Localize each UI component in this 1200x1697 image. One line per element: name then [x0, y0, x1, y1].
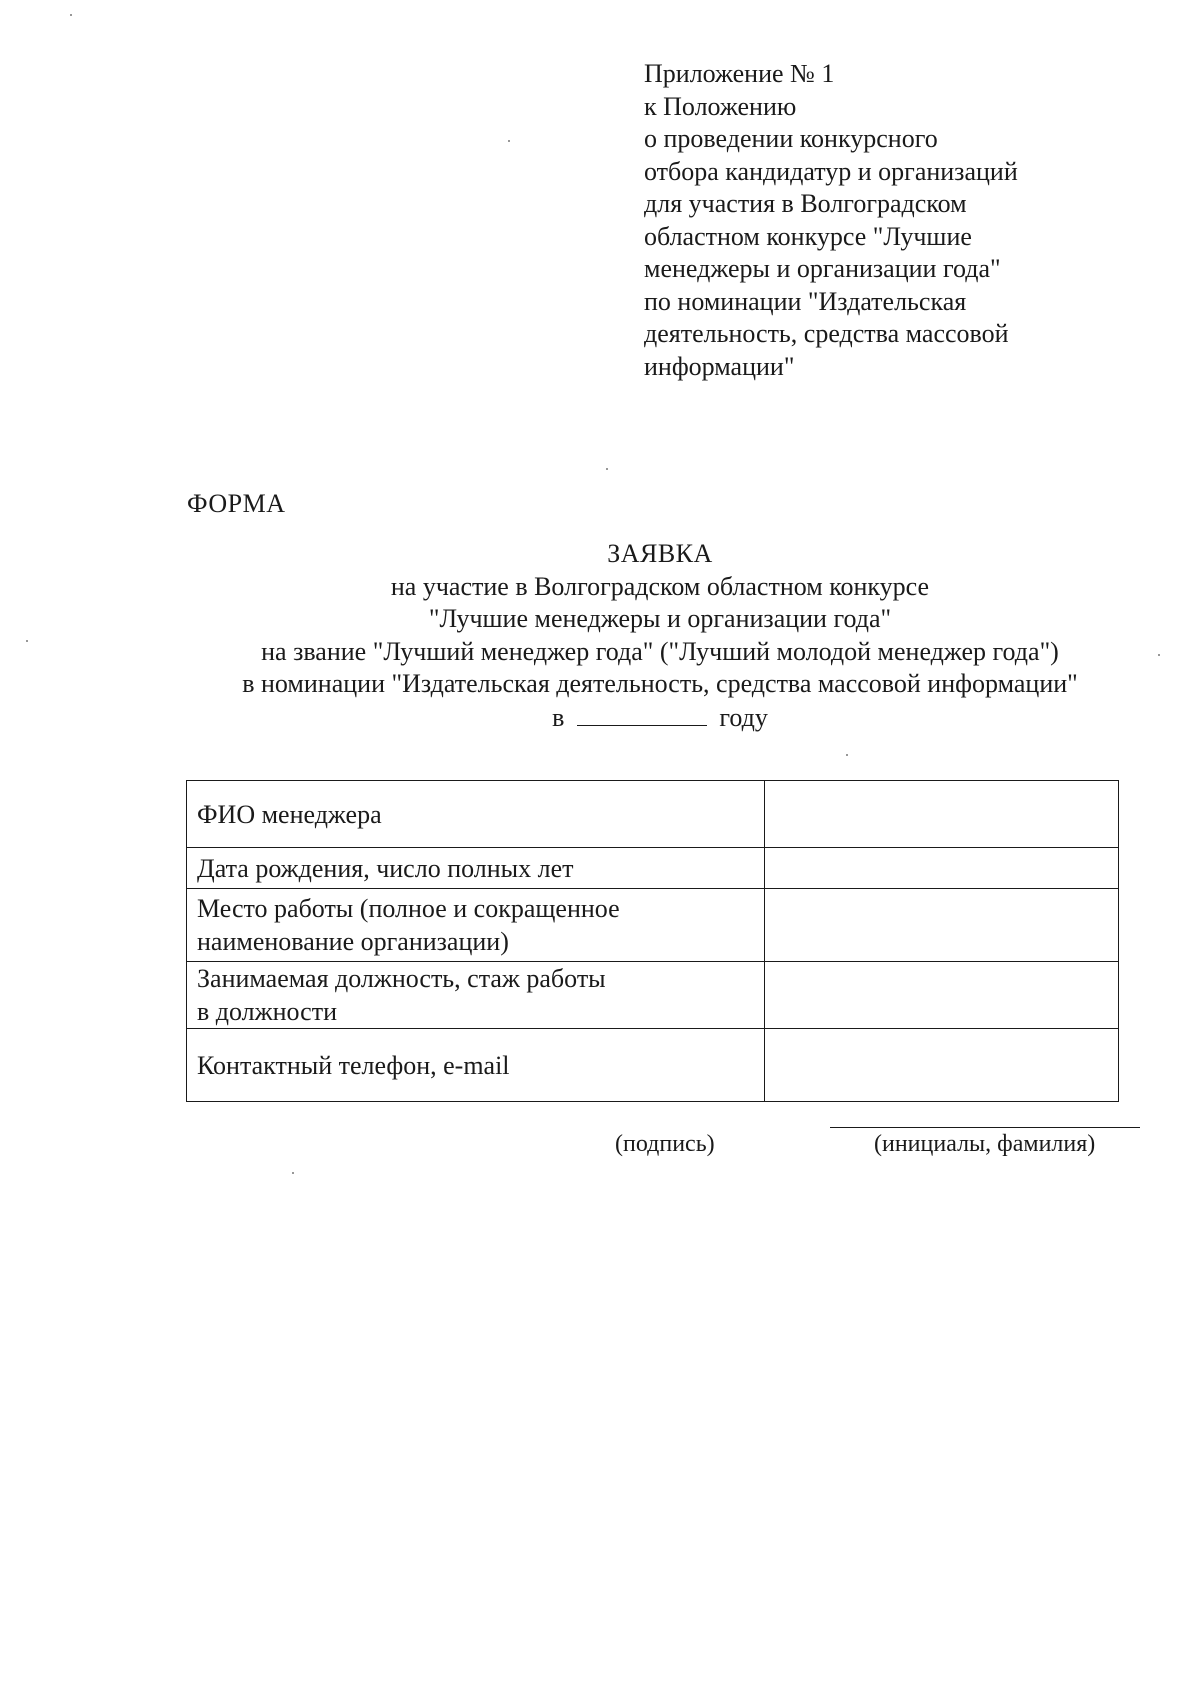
table-row	[187, 781, 1119, 848]
appendix-line: информации"	[644, 351, 795, 381]
heading-line: "Лучшие менеджеры и организации года"	[428, 604, 892, 633]
table-row	[187, 848, 1119, 889]
row-value-cell[interactable]	[764, 848, 1118, 889]
appendix-line: к Положению	[644, 91, 797, 121]
table-row	[187, 962, 1119, 1029]
scan-speck	[26, 640, 28, 642]
appendix-line: по номинации "Издательская	[644, 286, 967, 316]
application-title: ЗАЯВКА	[607, 539, 713, 568]
year-prefix: в	[552, 702, 565, 732]
row-label-line: наименование организации)	[197, 927, 509, 956]
appendix-line: для участия в Волгоградском	[644, 189, 967, 218]
year-line	[150, 701, 1170, 735]
row-label-line: в должности	[197, 997, 337, 1026]
scan-speck	[70, 14, 72, 16]
table-row	[187, 1029, 1119, 1102]
scan-speck	[292, 1172, 294, 1174]
row-label	[187, 1029, 765, 1102]
row-label	[187, 889, 765, 962]
form-label: ФОРМА	[187, 489, 286, 518]
appendix-note	[644, 58, 1114, 383]
application-heading	[150, 538, 1170, 734]
row-value-cell[interactable]	[764, 962, 1118, 1029]
row-value-cell[interactable]	[764, 889, 1118, 962]
row-label-line: Контактный телефон, e-mail	[197, 1050, 510, 1080]
heading-line: на участие в Волгоградском областном конкурсе	[390, 571, 930, 601]
table-row	[187, 889, 1119, 962]
scan-speck	[1158, 654, 1160, 656]
signature-caption: (подпись)	[615, 1131, 715, 1157]
scan-speck	[846, 754, 848, 756]
heading-line: на звание "Лучший менеджер года" ("Лучший молодой менеджер года")	[261, 636, 1059, 666]
row-label-line: Занимаемая должность, стаж работы	[197, 964, 606, 993]
signature-name-line[interactable]	[830, 1127, 1140, 1128]
appendix-line: деятельность, средства массовой	[644, 319, 1009, 348]
year-suffix: году	[719, 702, 768, 732]
row-label-line: ФИО менеджера	[197, 799, 382, 829]
appendix-line: областном конкурсе "Лучшие	[644, 221, 972, 251]
row-label	[187, 781, 765, 848]
appendix-line: менеджеры и организации года"	[644, 254, 1001, 283]
row-label	[187, 848, 765, 889]
row-value-cell[interactable]	[764, 1029, 1118, 1102]
scan-speck	[508, 140, 510, 142]
appendix-line: отбора кандидатур и организаций	[644, 156, 1018, 186]
scan-speck	[606, 468, 608, 470]
row-label-line: Дата рождения, число полных лет	[197, 853, 574, 883]
appendix-line: Приложение № 1	[644, 59, 835, 88]
row-value-cell[interactable]	[764, 781, 1118, 848]
row-label-line: Место работы (полное и сокращенное	[197, 894, 620, 923]
row-label	[187, 962, 765, 1029]
heading-line: в номинации "Издательская деятельность, средства массовой информации"	[242, 669, 1078, 698]
appendix-line: о проведении конкурсного	[644, 124, 938, 153]
year-blank-field[interactable]	[577, 701, 707, 726]
application-table	[186, 780, 1119, 1102]
name-caption: (инициалы, фамилия)	[874, 1131, 1096, 1157]
